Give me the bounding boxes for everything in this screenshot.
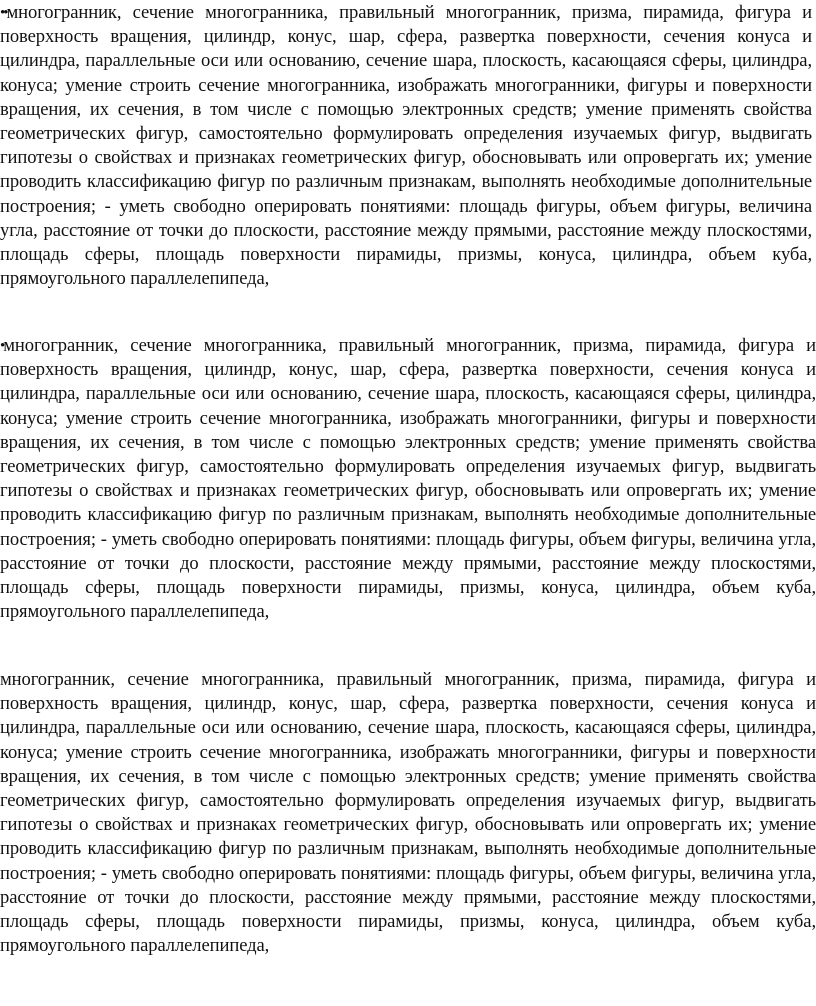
paragraph-1 xyxy=(0,1,812,291)
bullet-icon: • xyxy=(0,338,4,354)
bullet-icon: •• xyxy=(0,5,7,21)
paragraph-text: многогранник, сечение многогранника, правильный многогранник, призма, пирамида, фигура и поверхность вращения, цилиндр, конус, шар, сфера, развертка поверхности, сечения конуса и цилиндра, параллельные оси или основанию, сечение шара, плоскость, касающаяся сферы, цилиндра, конуса; умение строить сечение многогранника, изображать многогранники, фигуры и поверхности вращения, их сечения, в том числе с помощью электронных средств; умение применять свойства геометрических фигур, самостоятельно формулировать определения изучаемых фигур, выдвигать гипотезы о свойствах и признаках геометрических фигур, обосновывать или опровергать их; умение проводить классификацию фигур по различным признакам, выполнять необходимые дополнительные построения; - уметь свободно оперировать понятиями: площадь фигуры, объем фигуры, величина угла, расстояние от точки до плоскости, расстояние между прямыми, расстояние между плоскостями, площадь сферы, площадь поверхности пирамиды, призмы, конуса, цилиндра, объем куба, прямоугольного параллелепипеда, xyxy=(0,669,816,957)
paragraph-text: многогранник, сечение многогранника, правильный многогранник, призма, пирамида, фигура и поверхность вращения, цилиндр, конус, шар, сфера, развертка поверхности, сечения конуса и цилиндра, параллельные оси или основанию, сечение шара, плоскость, касающаяся сферы, цилиндра, конуса; умение строить сечение многогранника, изображать многогранники, фигуры и поверхности вращения, их сечения, в том числе с помощью электронных средств; умение применять свойства геометрических фигур, самостоятельно формулировать определения изучаемых фигур, выдвигать гипотезы о свойствах и признаках геометрических фигур, обосновывать или опровергать их; умение проводить классификацию фигур по различным признакам, выполнять необходимые дополнительные построения; - уметь свободно оперировать понятиями: площадь фигуры, объем фигуры, величина угла, расстояние от точки до плоскости, расстояние между прямыми, расстояние между плоскостями, площадь сферы, площадь поверхности пирамиды, призмы, конуса, цилиндра, объем куба, прямоугольного параллелепипеда, xyxy=(0,335,816,623)
paragraph-2 xyxy=(0,334,816,624)
paragraph-3 xyxy=(0,668,816,958)
paragraph-text: многогранник, сечение многогранника, правильный многогранник, призма, пирамида, фигура и поверхность вращения, цилиндр, конус, шар, сфера, развертка поверхности, сечения конуса и цилиндра, параллельные оси или основанию, сечение шара, плоскость, касающаяся сферы, цилиндра, конуса; умение строить сечение многогранника, изображать многогранники, фигуры и поверхности вращения, их сечения, в том числе с помощью электронных средств; умение применять свойства геометрических фигур, самостоятельно формулировать определения изучаемых фигур, выдвигать гипотезы о свойствах и признаках геометрических фигур, обосновывать или опровергать их; умение проводить классификацию фигур по различным признакам, выполнять необходимые дополнительные построения; - уметь свободно оперировать понятиями: площадь фигуры, объем фигуры, величина угла, расстояние от точки до плоскости, расстояние между прямыми, расстояние между плоскостями, площадь сферы, площадь поверхности пирамиды, призмы, конуса, цилиндра, объем куба, прямоугольного параллелепипеда, xyxy=(0,2,812,290)
